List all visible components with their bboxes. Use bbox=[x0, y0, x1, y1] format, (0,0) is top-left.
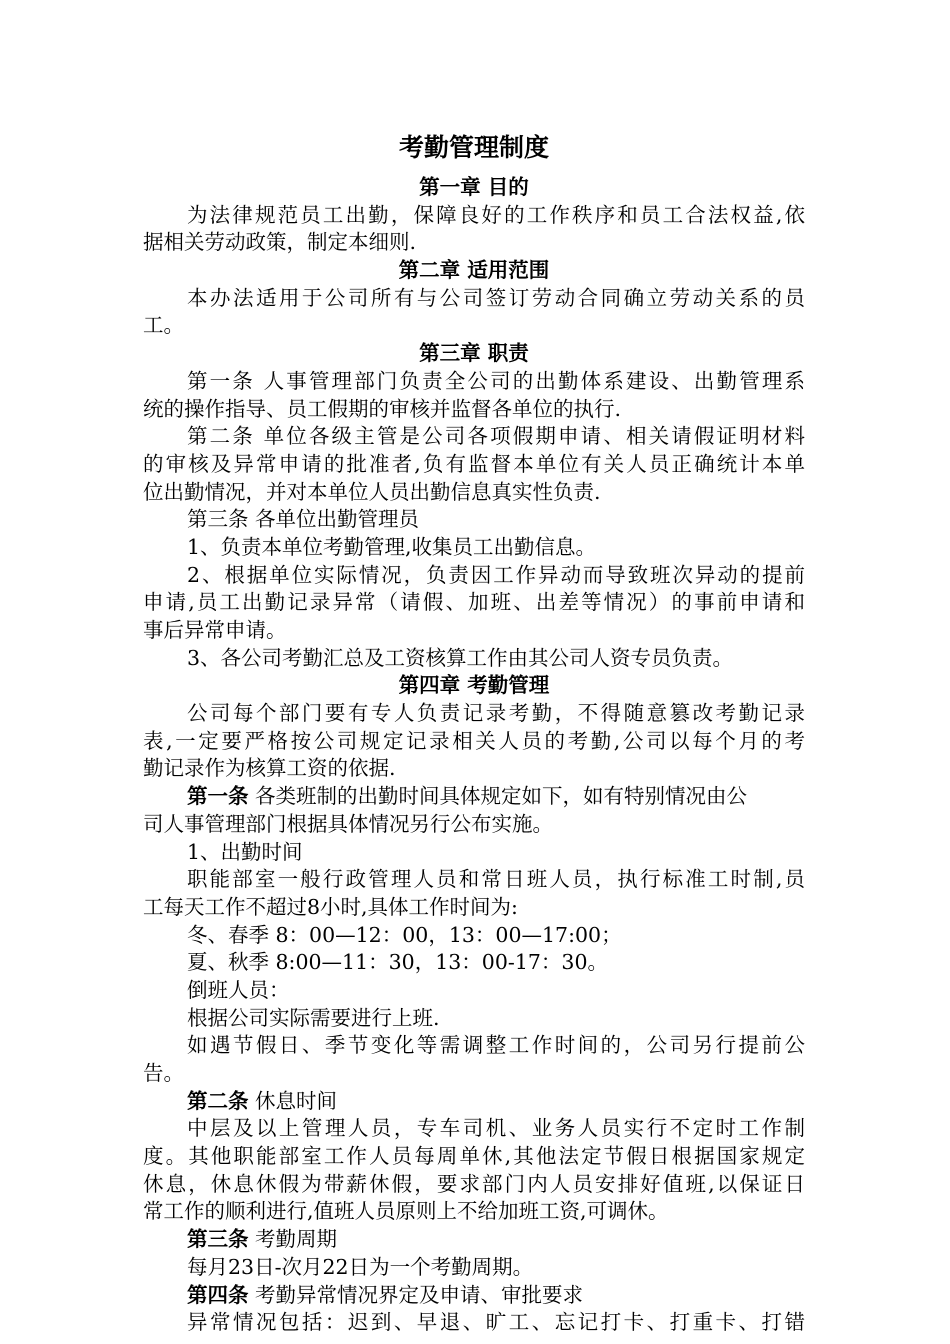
paragraph-line: 事后异常申请。 bbox=[143, 618, 287, 642]
chapter-4-heading: 第四章 考勤管理 bbox=[398, 673, 550, 698]
article-line bbox=[143, 1226, 805, 1254]
paragraph-line: 如遇节假日、季节变化等需调整工作时间的，公司另行提前公 bbox=[187, 1033, 805, 1058]
paragraph-line: 第一条 人事管理部门负责全公司的出勤体系建设、出勤管理系 bbox=[187, 368, 805, 393]
article-line bbox=[143, 1088, 805, 1116]
subheading: 1、出勤时间 bbox=[187, 839, 303, 864]
article-text: 各类班制的出勤时间具体规定如下，如有特别情况由公 bbox=[248, 784, 748, 809]
paragraph-line: 工。 bbox=[143, 313, 184, 338]
article-line bbox=[143, 1282, 805, 1310]
list-item: 2、根据单位实际情况，负责因工作异动而导致班次异动的提前 bbox=[187, 562, 805, 587]
article-text: 考勤异常情况界定及申请、审批要求 bbox=[248, 1282, 584, 1307]
paragraph-line: 为法律规范员工出勤，保障良好的工作秩序和员工合法权益,依 bbox=[187, 202, 805, 227]
paragraph-line: 中层及以上管理人员，专车司机、业务人员实行不定时工作制 bbox=[187, 1116, 805, 1141]
paragraph-line: 公司每个部门要有专人负责记录考勤，不得随意篡改考勤记录 bbox=[187, 701, 805, 726]
paragraph-line: 申请,员工出勤记录异常（请假、加班、出差等情况）的事前申请和 bbox=[143, 590, 805, 615]
paragraph-line: 根据公司实际需要进行上班. bbox=[187, 1005, 440, 1030]
paragraph-line: 工每天工作不超过8小时,具体工作时间为: bbox=[143, 894, 518, 919]
schedule-line: 夏、秋季 8:00—11：30，13：00-17：30。 bbox=[187, 950, 608, 975]
paragraph-line: 异常情况包括：迟到、早退、旷工、忘记打卡、打重卡、打错 bbox=[187, 1310, 805, 1335]
paragraph-line: 每月23日-次月22日为一个考勤周期。 bbox=[187, 1254, 534, 1279]
article-label: 第二条 bbox=[187, 1088, 249, 1113]
list-item: 3、各公司考勤汇总及工资核算工作由其公司人资专员负责。 bbox=[187, 645, 734, 670]
paragraph-line: 位出勤情况，并对本单位人员出勤信息真实性负责. bbox=[143, 479, 601, 504]
document-page bbox=[143, 128, 805, 1337]
paragraph-line: 本办法适用于公司所有与公司签订劳动合同确立劳动关系的员 bbox=[187, 285, 805, 310]
paragraph-line: 表,一定要严格按公司规定记录相关人员的考勤,公司以每个月的考 bbox=[143, 728, 805, 753]
article-line bbox=[143, 783, 805, 811]
article-label: 第一条 bbox=[187, 784, 249, 809]
schedule-line: 冬、春季 8：00—12：00，13：00—17:00； bbox=[187, 922, 622, 947]
paragraph-line: 度。其他职能部室工作人员每周单休,其他法定节假日根据国家规定 bbox=[143, 1144, 805, 1169]
paragraph-line: 勤记录作为核算工资的依据. bbox=[143, 756, 396, 781]
article-label: 第三条 bbox=[187, 1227, 249, 1252]
paragraph-line: 据相关劳动政策，制定本细则. bbox=[143, 230, 417, 255]
paragraph-line: 职能部室一般行政管理人员和常日班人员，执行标准工时制,员 bbox=[187, 867, 805, 892]
chapter-3-heading: 第三章 职责 bbox=[419, 341, 529, 366]
article-text: 休息时间 bbox=[248, 1088, 338, 1113]
paragraph-line: 第三条 各单位出勤管理员 bbox=[187, 507, 420, 532]
paragraph-line: 司人事管理部门根据具体情况另行公布实施。 bbox=[143, 811, 553, 836]
list-item: 1、负责本单位考勤管理,收集员工出勤信息。 bbox=[187, 534, 597, 559]
paragraph-line: 告。 bbox=[143, 1061, 184, 1085]
paragraph-line: 休息，休息休假为带薪休假，要求部门内人员安排好值班,以保证日 bbox=[143, 1171, 805, 1196]
document-title: 考勤管理制度 bbox=[398, 133, 549, 162]
chapter-1-heading: 第一章 目的 bbox=[419, 175, 529, 199]
paragraph-line: 常工作的顺利进行,值班人员原则上不给加班工资,可调休。 bbox=[143, 1199, 669, 1224]
article-text: 考勤周期 bbox=[248, 1227, 338, 1252]
chapter-2-heading: 第二章 适用范围 bbox=[398, 258, 550, 283]
paragraph-line: 统的操作指导、员工假期的审核并监督各单位的执行. bbox=[143, 396, 622, 421]
paragraph-line: 倒班人员： bbox=[187, 977, 290, 1002]
article-label: 第四条 bbox=[187, 1282, 249, 1307]
paragraph-line: 的审核及异常申请的批准者,负有监督本单位有关人员正确统计本单 bbox=[143, 451, 805, 476]
paragraph-line: 第二条 单位各级主管是公司各项假期申请、相关请假证明材料 bbox=[187, 424, 805, 449]
